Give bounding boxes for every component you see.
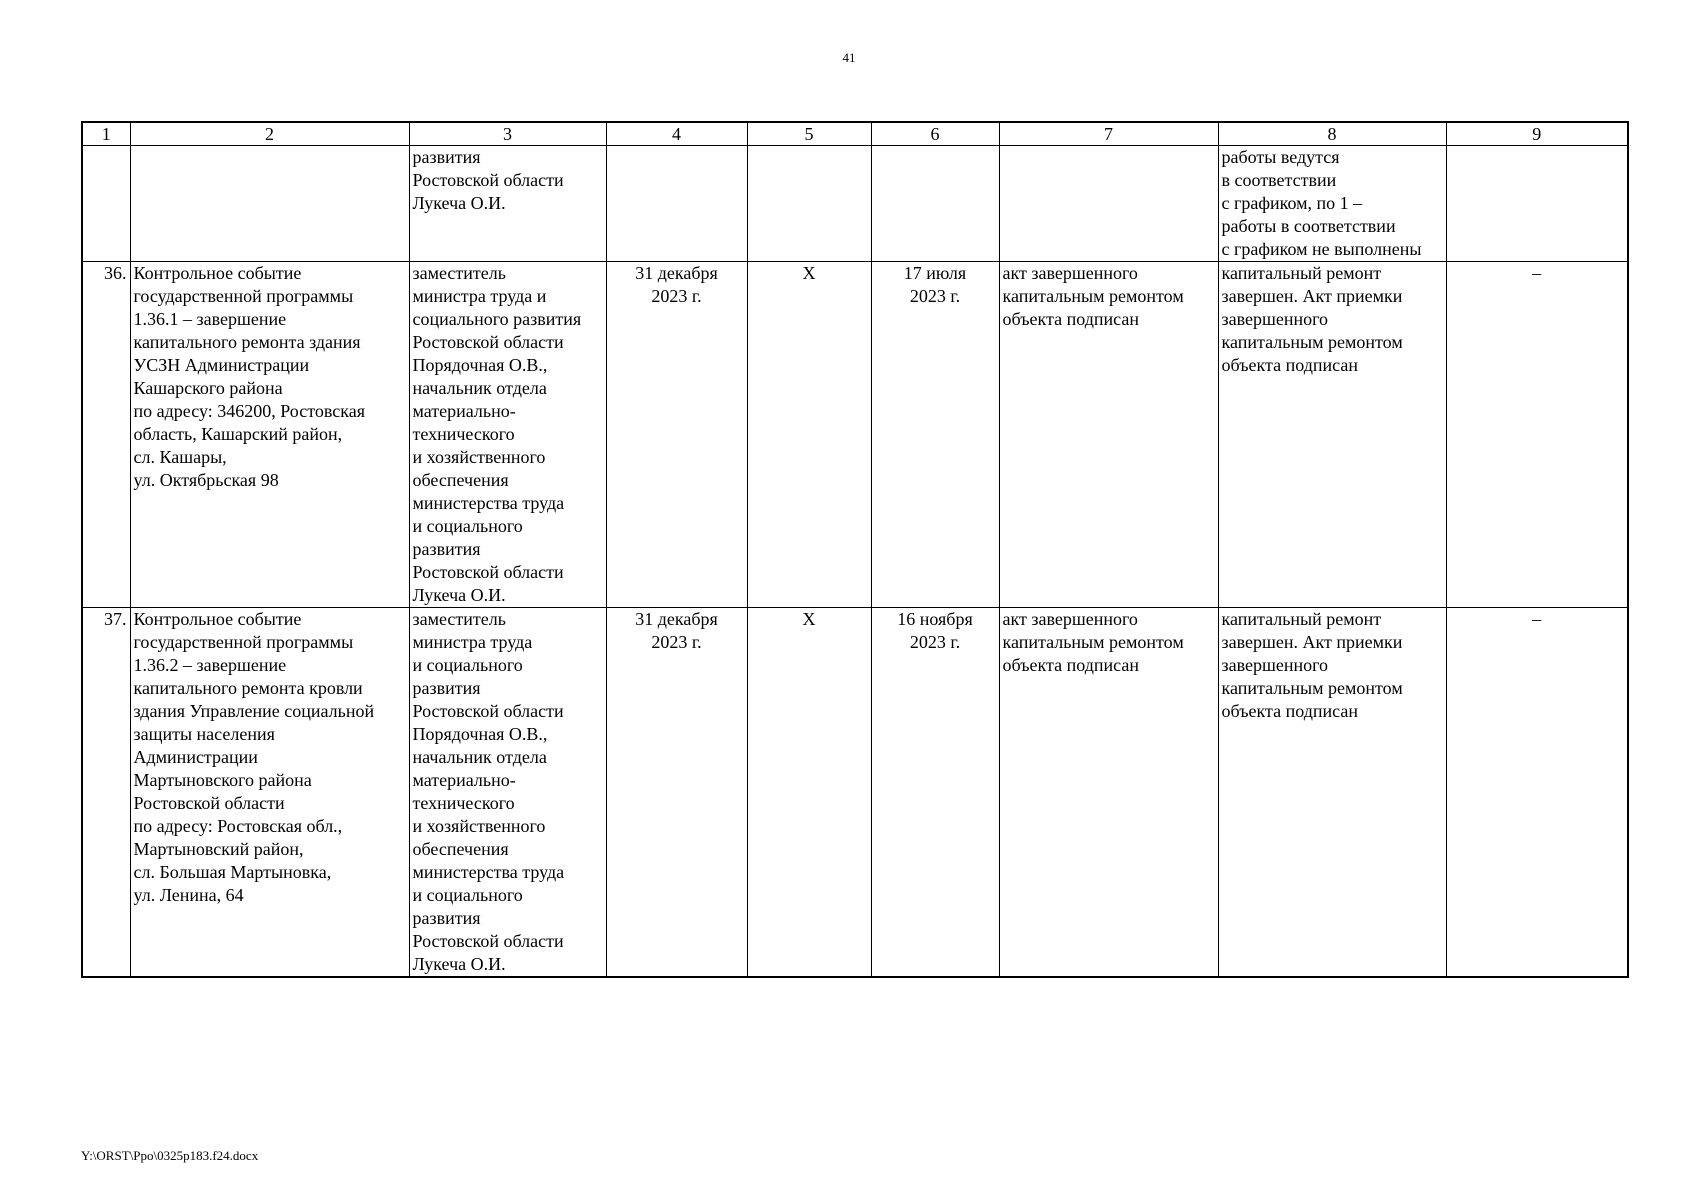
- cell-line: Контрольное событие: [133, 263, 302, 283]
- cell-line: –: [1532, 609, 1542, 629]
- row-number-cell: [82, 146, 130, 262]
- control-event-cell: [130, 146, 409, 262]
- actual-date-cell: [871, 608, 999, 978]
- cell-line: капитальный ремонт: [1221, 263, 1382, 283]
- confirming-document-cell: [999, 146, 1218, 262]
- cell-line: сл. Большая Мартыновка,: [133, 862, 332, 882]
- column-header: 1: [82, 122, 130, 146]
- cell-line: Х: [802, 263, 816, 283]
- cell-line: с графиком, по 1 –: [1221, 193, 1363, 213]
- cell-line: с графиком не выполнены: [1221, 239, 1422, 259]
- cell-line: министерства труда: [412, 493, 565, 513]
- cell-line: в соответствии: [1221, 170, 1337, 190]
- cell-line: социального развития: [412, 309, 582, 329]
- control-events-table: [81, 121, 1629, 978]
- cell-line: Ростовской области: [412, 931, 564, 951]
- column-9-cell: [1446, 608, 1628, 978]
- column-header: 2: [130, 122, 409, 146]
- cell-line: и социального: [412, 885, 523, 905]
- cell-line: объекта подписан: [1002, 655, 1139, 675]
- cell-line: завершен. Акт приемки: [1221, 286, 1403, 306]
- cell-line: капитальным ремонтом: [1002, 286, 1184, 306]
- control-event-cell: [130, 608, 409, 978]
- cell-line: и хозяйственного: [412, 816, 546, 836]
- column-9-cell: [1446, 146, 1628, 262]
- column-header: 6: [871, 122, 999, 146]
- cell-line: Порядочная О.В.,: [412, 355, 548, 375]
- cell-line: ул. Ленина, 64: [133, 885, 244, 905]
- cell-line: Лукеча О.И.: [412, 193, 506, 213]
- cell-line: развития: [412, 908, 481, 928]
- cell-line: объекта подписан: [1002, 309, 1139, 329]
- file-path-footer: Y:\ORST\Ppo\0325p183.f24.docx: [81, 1148, 259, 1163]
- cell-line: государственной программы: [133, 286, 354, 306]
- planned-date-cell: [606, 262, 747, 608]
- cell-line: область, Кашарский район,: [133, 424, 343, 444]
- cell-line: Ростовской области: [133, 793, 285, 813]
- cell-line: работы в соответствии: [1221, 216, 1396, 236]
- cell-line: акт завершенного: [1002, 263, 1138, 283]
- cell-line: обеспечения: [412, 839, 509, 859]
- confirming-document-cell: [999, 262, 1218, 608]
- cell-line: 16 ноября: [897, 609, 973, 629]
- cell-line: государственной программы: [133, 632, 354, 652]
- cell-line: ул. Октябрьская 98: [133, 470, 279, 490]
- cell-line: акт завершенного: [1002, 609, 1138, 629]
- actual-date-cell: [871, 146, 999, 262]
- responsible-person-cell: [409, 262, 606, 608]
- cell-line: Мартыновский район,: [133, 839, 304, 859]
- cell-line: Администрации: [133, 747, 258, 767]
- column-header: 8: [1218, 122, 1446, 146]
- planned-date-cell: [606, 146, 747, 262]
- cell-line: 2023 г.: [651, 286, 702, 306]
- cell-line: объекта подписан: [1221, 701, 1358, 721]
- cell-line: Порядочная О.В.,: [412, 724, 548, 744]
- execution-status-cell: [1218, 146, 1446, 262]
- cell-line: и хозяйственного: [412, 447, 546, 467]
- cell-line: капитального ремонта кровли: [133, 678, 363, 698]
- table-row: [82, 608, 1628, 978]
- actual-date-cell: [871, 262, 999, 608]
- cell-line: по адресу: Ростовская обл.,: [133, 816, 343, 836]
- cell-line: Х: [802, 609, 816, 629]
- cell-line: капитальным ремонтом: [1002, 632, 1184, 652]
- cell-line: 1.36.1 – завершение: [133, 309, 287, 329]
- cell-line: развития: [412, 539, 481, 559]
- cell-line: 17 июля: [903, 263, 967, 283]
- cell-line: здания Управление социальной: [133, 701, 375, 721]
- cell-line: материально-: [412, 770, 516, 790]
- cell-line: Ростовской области: [412, 701, 564, 721]
- cell-line: 2023 г.: [909, 286, 961, 306]
- table-row: [82, 262, 1628, 608]
- cell-line: заместитель: [412, 263, 506, 283]
- cell-line: защиты населения: [133, 724, 275, 744]
- page-number: 41: [842, 50, 856, 65]
- cell-line: капитальный ремонт: [1221, 609, 1382, 629]
- responsible-person-cell: [409, 608, 606, 978]
- cell-line: министра труда и: [412, 286, 547, 306]
- cell-line: и социального: [412, 655, 523, 675]
- cell-line: развития: [412, 147, 481, 167]
- column-9-cell: [1446, 262, 1628, 608]
- column-5-cell: [747, 146, 871, 262]
- cell-line: объекта подписан: [1221, 355, 1358, 375]
- cell-line: работы ведутся: [1221, 147, 1340, 167]
- cell-line: Ростовской области: [412, 332, 564, 352]
- responsible-person-cell: [409, 146, 606, 262]
- cell-line: 2023 г.: [651, 632, 702, 652]
- cell-line: Лукеча О.И.: [412, 585, 506, 605]
- cell-line: завершенного: [1221, 309, 1329, 329]
- cell-line: –: [1532, 263, 1542, 283]
- column-5-cell: [747, 262, 871, 608]
- cell-line: развития: [412, 678, 481, 698]
- cell-line: капитальным ремонтом: [1221, 678, 1403, 698]
- control-event-cell: [130, 262, 409, 608]
- cell-line: материально-: [412, 401, 516, 421]
- column-header: 4: [606, 122, 747, 146]
- cell-line: обеспечения: [412, 470, 509, 490]
- cell-line: 1.36.2 – завершение: [133, 655, 287, 675]
- cell-line: Ростовской области: [412, 170, 564, 190]
- cell-line: 31 декабря: [635, 263, 718, 283]
- column-header: 9: [1446, 122, 1628, 146]
- cell-line: начальник отдела: [412, 747, 547, 767]
- cell-line: 31 декабря: [635, 609, 718, 629]
- cell-line: и социального: [412, 516, 523, 536]
- cell-line: заместитель: [412, 609, 506, 629]
- confirming-document-cell: [999, 608, 1218, 978]
- cell-line: капитальным ремонтом: [1221, 332, 1403, 352]
- cell-line: технического: [412, 424, 515, 444]
- execution-status-cell: [1218, 608, 1446, 978]
- cell-line: Кашарского района: [133, 378, 283, 398]
- cell-line: министерства труда: [412, 862, 565, 882]
- column-5-cell: [747, 608, 871, 978]
- row-number-cell: [82, 608, 130, 978]
- cell-line: 2023 г.: [909, 632, 961, 652]
- column-header: 5: [747, 122, 871, 146]
- cell-line: сл. Кашары,: [133, 447, 227, 467]
- cell-line: по адресу: 346200, Ростовская: [133, 401, 365, 421]
- cell-line: завершен. Акт приемки: [1221, 632, 1403, 652]
- cell-line: начальник отдела: [412, 378, 547, 398]
- cell-line: технического: [412, 793, 515, 813]
- column-header: 3: [409, 122, 606, 146]
- cell-line: Ростовской области: [412, 562, 564, 582]
- cell-line: Мартыновского района: [133, 770, 312, 790]
- planned-date-cell: [606, 608, 747, 978]
- cell-line: 37.: [104, 609, 127, 629]
- cell-line: Лукеча О.И.: [412, 954, 506, 974]
- column-number-header-row: [82, 122, 1628, 146]
- cell-line: Контрольное событие: [133, 609, 302, 629]
- table-row: [82, 146, 1628, 262]
- row-number-cell: [82, 262, 130, 608]
- column-header: 7: [999, 122, 1218, 146]
- cell-line: УСЗН Администрации: [133, 355, 310, 375]
- cell-line: 36.: [104, 263, 127, 283]
- cell-line: капитального ремонта здания: [133, 332, 361, 352]
- execution-status-cell: [1218, 262, 1446, 608]
- cell-line: завершенного: [1221, 655, 1329, 675]
- cell-line: министра труда: [412, 632, 533, 652]
